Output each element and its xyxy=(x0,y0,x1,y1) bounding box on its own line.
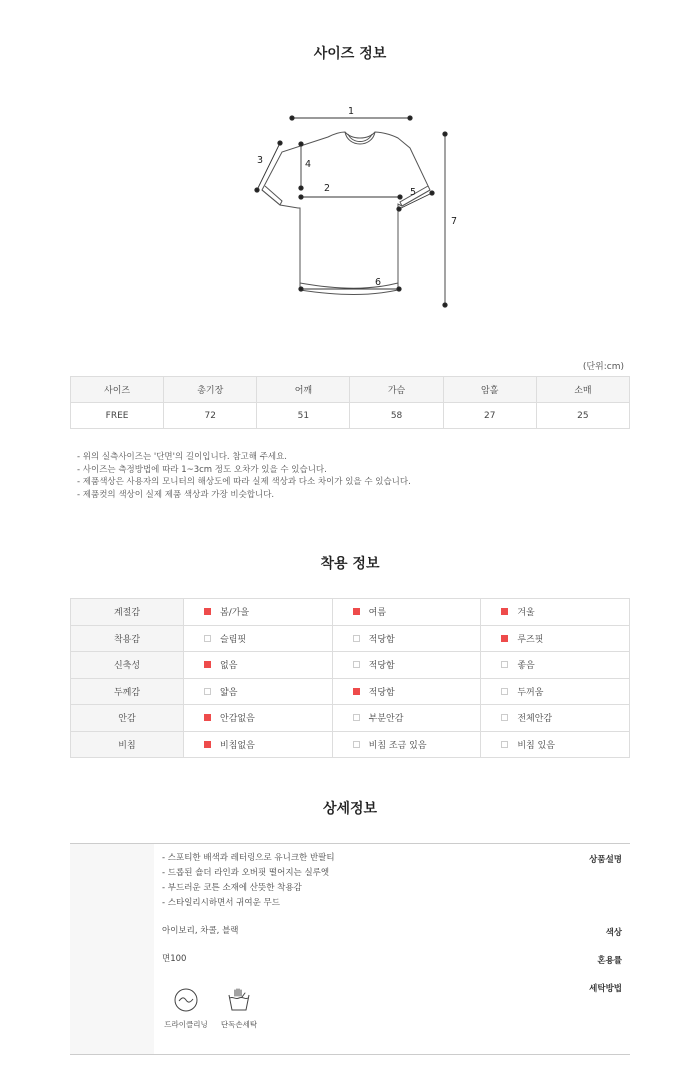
description-item: - 스포티한 배색과 레터링으로 유니크한 반팔티 xyxy=(162,853,335,863)
fit-option-label: 적당함 xyxy=(368,661,395,672)
size-table xyxy=(70,376,630,429)
fit-option-label: 여름 xyxy=(368,608,387,619)
fit-option-label: 적당함 xyxy=(368,634,395,645)
checked-box-icon xyxy=(353,608,360,615)
color-label: 색상 xyxy=(605,928,622,938)
detail-label-column xyxy=(70,844,154,1054)
care-label: 단독손세탁 xyxy=(220,1020,258,1029)
fit-info-title: 착용 정보 xyxy=(320,556,380,572)
note-item: - 위의 실측사이즈는 '단면'의 길이입니다. 참고해 주세요. xyxy=(77,452,287,462)
tshirt-outline xyxy=(262,132,430,295)
unchecked-box-icon xyxy=(204,688,211,695)
fit-option xyxy=(481,678,630,705)
unchecked-box-icon xyxy=(204,635,211,642)
measure-label-5: 5 xyxy=(410,187,417,198)
wash-label: 세탁방법 xyxy=(589,984,622,994)
description-item: - 부드러운 코튼 소재에 산뜻한 착용감 xyxy=(162,883,302,893)
tshirt-sleeve-cuff-left xyxy=(262,186,282,205)
checked-box-icon xyxy=(204,714,211,721)
size-header: 소매 xyxy=(536,377,629,403)
unchecked-box-icon xyxy=(353,714,360,721)
fit-row-label: 계절감 xyxy=(71,599,184,626)
size-header: 암홀 xyxy=(443,377,536,403)
fit-option xyxy=(481,731,630,758)
tshirt-hem xyxy=(300,283,398,288)
detail-info-title: 상세정보 xyxy=(322,801,378,817)
table-row xyxy=(71,403,630,429)
fit-row xyxy=(71,705,630,732)
dry-cleaning-icon xyxy=(173,987,199,1013)
fit-option xyxy=(184,599,333,626)
note-item: - 제품색상은 사용자의 모니터의 해상도에 따라 실제 색상과 다소 차이가 있을 수 있습니다. xyxy=(77,477,411,487)
unchecked-box-icon xyxy=(501,714,508,721)
description-label: 상품설명 xyxy=(589,855,622,865)
fit-option xyxy=(481,705,630,732)
checked-box-icon xyxy=(204,741,211,748)
fit-row-label: 두께감 xyxy=(71,678,184,705)
note-item: - 제품컷의 색상이 실제 제품 색상과 가장 비슷합니다. xyxy=(77,489,275,500)
detail-panel xyxy=(70,843,630,1055)
size-table-header-row xyxy=(71,377,630,403)
fit-option-label: 봄/가을 xyxy=(220,608,250,619)
fit-option-label: 두꺼움 xyxy=(517,687,544,698)
fit-option-label: 얇음 xyxy=(220,687,238,698)
fit-row xyxy=(71,652,630,679)
size-header: 총기장 xyxy=(164,377,257,403)
care-item-dry-cleaning xyxy=(161,987,211,1030)
fit-row-label: 비침 xyxy=(71,731,184,758)
material-label: 혼용률 xyxy=(597,956,622,966)
measure-label-6: 6 xyxy=(375,277,382,288)
care-item-hand-wash xyxy=(214,987,264,1030)
unchecked-box-icon xyxy=(501,741,508,748)
fit-option-label: 적당함 xyxy=(368,687,395,698)
measure-label-1: 1 xyxy=(348,106,355,117)
fit-option xyxy=(184,731,333,758)
size-cell: FREE xyxy=(71,403,164,429)
fit-option xyxy=(184,678,333,705)
description-item: - 스타일리시하면서 귀여운 무드 xyxy=(162,898,280,908)
unchecked-box-icon xyxy=(353,635,360,642)
unchecked-box-icon xyxy=(353,741,360,748)
tshirt-measurement-diagram xyxy=(240,100,470,315)
checked-box-icon xyxy=(204,608,211,615)
fit-row xyxy=(71,678,630,705)
fit-row-label: 착용감 xyxy=(71,625,184,652)
unchecked-box-icon xyxy=(353,661,360,668)
fit-row xyxy=(71,599,630,626)
fit-option xyxy=(184,652,333,679)
fit-option-label: 없음 xyxy=(220,661,238,672)
fit-row-label: 신축성 xyxy=(71,652,184,679)
fit-row-label: 안감 xyxy=(71,705,184,732)
unchecked-box-icon xyxy=(501,661,508,668)
size-header: 어깨 xyxy=(257,377,350,403)
fit-option xyxy=(184,705,333,732)
fit-option xyxy=(332,599,481,626)
fit-table xyxy=(70,598,630,758)
size-cell: 27 xyxy=(443,403,536,429)
material-value: 면100 xyxy=(162,954,187,964)
fit-option xyxy=(481,652,630,679)
fit-option-label: 부분안감 xyxy=(368,714,404,725)
fit-row xyxy=(71,731,630,758)
note-item: - 사이즈는 측정방법에 따라 1~3cm 정도 오차가 있을 수 있습니다. xyxy=(77,464,327,475)
size-cell: 72 xyxy=(164,403,257,429)
fit-option-label: 슬림핏 xyxy=(220,634,247,645)
fit-option xyxy=(481,625,630,652)
fit-option-label: 비침 조금 있음 xyxy=(368,740,427,751)
fit-option-label: 겨울 xyxy=(517,608,535,619)
size-cell: 25 xyxy=(536,403,629,429)
checked-box-icon xyxy=(501,635,508,642)
fit-option xyxy=(332,705,481,732)
checked-box-icon xyxy=(353,688,360,695)
checked-box-icon xyxy=(501,608,508,615)
fit-option-label: 안감없음 xyxy=(220,714,255,725)
care-label: 드라이클리닝 xyxy=(164,1020,208,1029)
hand-wash-icon xyxy=(226,987,252,1013)
measure-label-2: 2 xyxy=(324,183,331,194)
fit-option xyxy=(332,625,481,652)
size-cell: 58 xyxy=(350,403,443,429)
fit-option-label: 전체안감 xyxy=(517,714,553,725)
measure-label-3: 3 xyxy=(257,155,264,166)
fit-option xyxy=(332,731,481,758)
size-info-title: 사이즈 정보 xyxy=(313,46,387,62)
fit-option-label: 비침없음 xyxy=(220,740,255,751)
fit-option xyxy=(184,625,333,652)
size-header: 사이즈 xyxy=(71,377,164,403)
measure-label-7: 7 xyxy=(451,216,458,227)
size-notes xyxy=(77,451,411,501)
fit-option xyxy=(332,678,481,705)
unchecked-box-icon xyxy=(501,688,508,695)
description-item: - 드롭된 숄더 라인과 오버핏 떨어지는 실루엣 xyxy=(162,868,330,878)
measure-label-4: 4 xyxy=(305,159,312,170)
fit-option xyxy=(481,599,630,626)
fit-option-label: 비침 있음 xyxy=(517,740,555,751)
description-list xyxy=(162,851,335,911)
unit-label: (단위:cm) xyxy=(582,362,624,372)
fit-option xyxy=(332,652,481,679)
fit-option-label: 좋음 xyxy=(517,661,535,672)
checked-box-icon xyxy=(204,661,211,668)
size-header: 가슴 xyxy=(350,377,443,403)
color-value: 아이보리, 차콜, 블랙 xyxy=(162,926,239,936)
measure-line-3 xyxy=(257,143,280,190)
size-cell: 51 xyxy=(257,403,350,429)
fit-option-label: 루즈핏 xyxy=(517,634,544,645)
fit-row xyxy=(71,625,630,652)
